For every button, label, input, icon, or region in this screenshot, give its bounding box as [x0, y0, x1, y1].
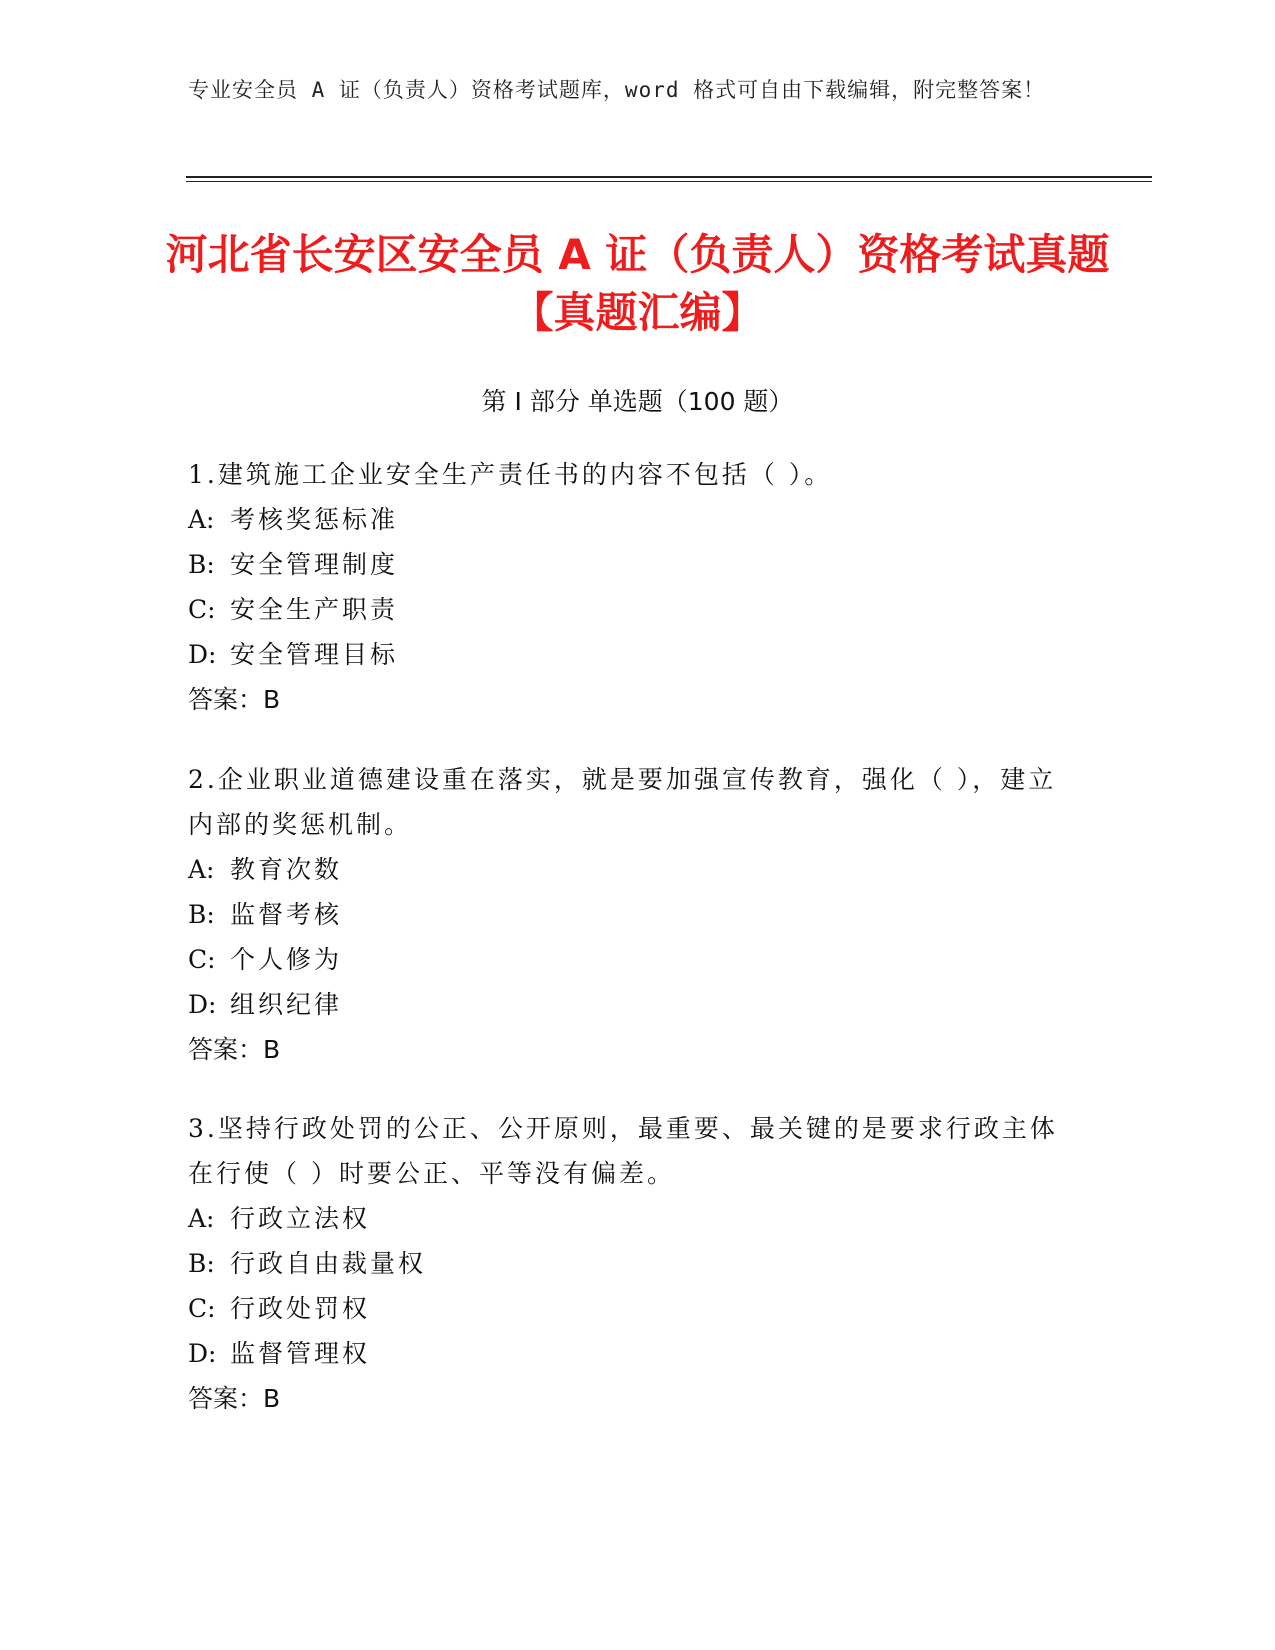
option-text: 行政处罚权 — [230, 1294, 371, 1323]
option-c — [188, 937, 1068, 982]
option-a — [188, 1196, 1068, 1241]
option-letter: B: — [188, 1249, 215, 1278]
option-letter: C: — [188, 945, 216, 974]
header-note: 专业安全员 A 证（负责人）资格考试题库，word 格式可自由下载编辑，附完整答案！ — [188, 78, 1046, 102]
option-text: 个人修为 — [230, 945, 343, 974]
section-heading: 第 I 部分 单选题（100 题） — [481, 387, 794, 416]
document-title: 河北省长安区安全员 A 证（负责人）资格考试真题【真题汇编】 — [165, 230, 1110, 337]
question-1 — [188, 452, 1068, 722]
option-b — [188, 1241, 1068, 1286]
option-letter: C: — [188, 595, 216, 624]
option-c — [188, 587, 1068, 632]
question-stem: 2.企业职业道德建设重在落实，就是要加强宣传教育，强化（ ），建立内部的奖惩机制。 — [188, 765, 1057, 839]
option-letter: B: — [188, 900, 215, 929]
option-letter: D: — [188, 1339, 217, 1368]
option-letter: C: — [188, 1294, 216, 1323]
option-letter: B: — [188, 550, 215, 579]
option-letter: D: — [188, 640, 217, 669]
option-text: 安全生产职责 — [230, 595, 399, 624]
option-text: 安全管理制度 — [230, 550, 399, 579]
option-text: 组织纪律 — [230, 990, 343, 1019]
option-letter: A: — [188, 505, 215, 534]
header-divider-thin — [186, 181, 1152, 182]
option-text: 教育次数 — [230, 855, 343, 884]
option-a — [188, 847, 1068, 892]
question-stem: 1.建筑施工企业安全生产责任书的内容不包括（ ）。 — [188, 460, 833, 489]
option-d — [188, 982, 1068, 1027]
answer-line: 答案：B — [188, 1384, 281, 1413]
question-stem: 3.坚持行政处罚的公正、公开原则，最重要、最关键的是要求行政主体在行使（ ）时要公正、平等没有偏差。 — [188, 1114, 1058, 1188]
option-a — [188, 497, 1068, 542]
option-b — [188, 892, 1068, 937]
option-letter: D: — [188, 990, 217, 1019]
option-text: 考核奖惩标准 — [230, 505, 399, 534]
option-letter: A: — [188, 855, 215, 884]
option-d — [188, 632, 1068, 677]
option-d — [188, 1331, 1068, 1376]
option-c — [188, 1286, 1068, 1331]
question-3 — [188, 1106, 1068, 1421]
answer-line: 答案：B — [188, 1035, 281, 1064]
option-text: 行政自由裁量权 — [230, 1249, 427, 1278]
option-b — [188, 542, 1068, 587]
option-text: 安全管理目标 — [230, 640, 399, 669]
question-2 — [188, 757, 1068, 1072]
option-letter: A: — [188, 1204, 215, 1233]
answer-line: 答案：B — [188, 685, 281, 714]
option-text: 监督管理权 — [230, 1339, 371, 1368]
option-text: 行政立法权 — [230, 1204, 371, 1233]
option-text: 监督考核 — [230, 900, 343, 929]
header-divider-thick — [186, 176, 1152, 178]
